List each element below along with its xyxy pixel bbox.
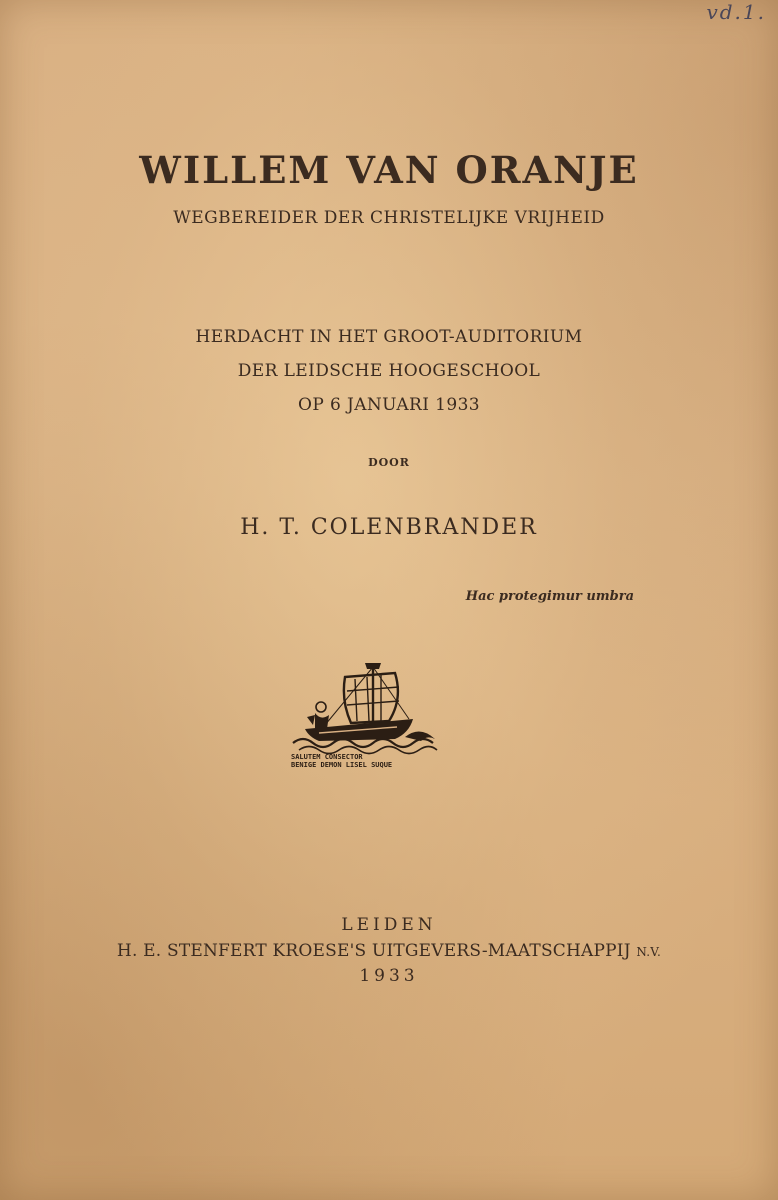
publisher-suffix: N.V. [636,945,662,959]
publisher-name: H. E. STENFERT KROESE'S UITGEVERS-MAATSCHAPPIJ [116,941,631,961]
imprint-city: LEIDEN [341,915,437,935]
author-name: H. T. COLENBRANDER [240,515,538,540]
imprint-year: 1933 [359,966,419,986]
occasion-line: DER LEIDSCHE HOOGESCHOOL [237,361,541,381]
occasion-line: OP 6 JANUARI 1933 [297,395,481,415]
book-subtitle: WEGBEREIDER DER CHRISTELIJKE VRIJHEID [173,208,605,228]
motto: Hac protegimur umbra [465,589,634,604]
imprint-publisher [0,941,778,961]
occasion-block [0,320,778,422]
ship-emblem-icon [285,655,445,770]
emblem-banner-line-2: BENIGE DEMON LISEL SUQUE [291,761,393,769]
by-label: DOOR [368,456,410,469]
emblem-banner-line-1: SALUTEM CONSECTOR [291,753,363,761]
occasion-line: HERDACHT IN HET GROOT-AUDITORIUM [195,327,583,347]
book-title: WILLEM VAN ORANJE [139,148,639,192]
corner-pencil-note: vd.1. [706,0,766,24]
